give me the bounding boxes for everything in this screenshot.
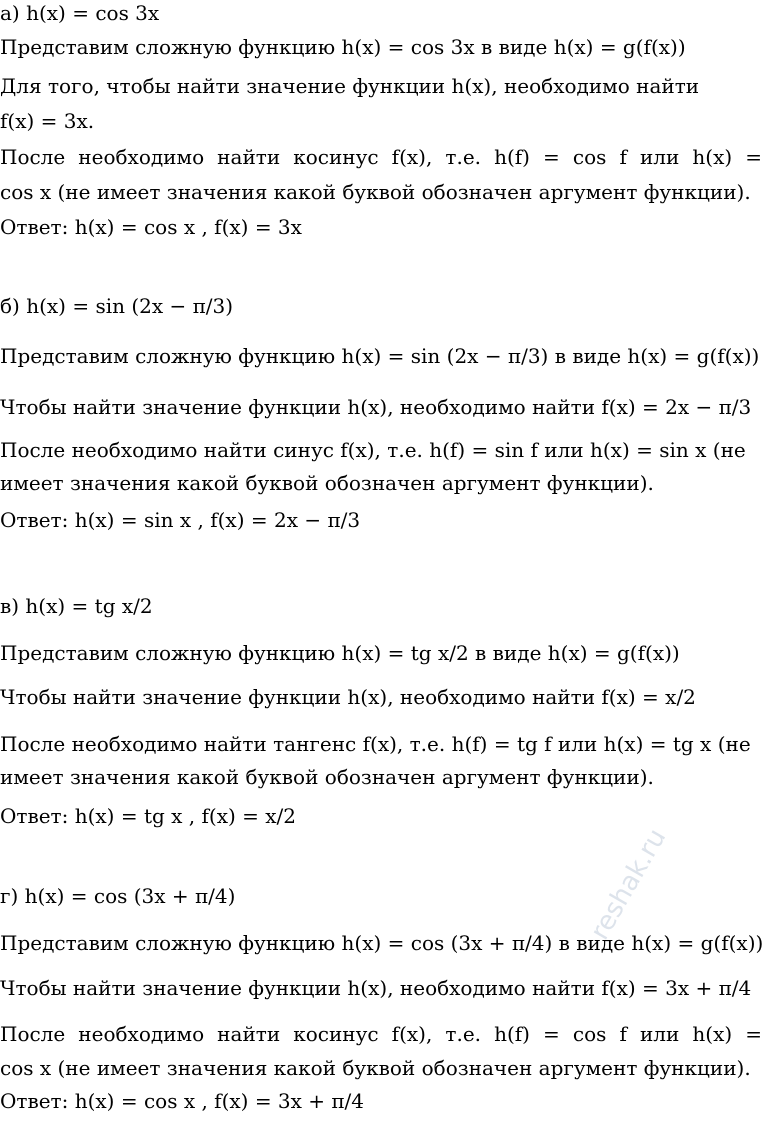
part-v-heading: в) h(x) = tg x/2 [0, 594, 153, 618]
part-g-line-2: Чтобы найти значение функции h(x), необходимо найти f(x) = 3x + π/4 [0, 976, 752, 1000]
part-a-line-2: Для того, чтобы найти значение функции h(x), необходимо найти [0, 74, 700, 98]
part-v-line-2: Чтобы найти значение функции h(x), необходимо найти f(x) = x/2 [0, 685, 696, 709]
part-b-line-1: Представим сложную функцию h(x) = sin (2x − π/3) в виде h(x) = g(f(x)) [0, 344, 760, 368]
part-b-line-3: После необходимо найти синус f(x), т.е. h(f) = sin f или h(x) = sin x (не [0, 438, 746, 462]
part-a-line-5: cos x (не имеет значения какой буквой обозначен аргумент функции). [0, 180, 751, 204]
part-g-answer: Ответ: h(x) = cos x , f(x) = 3x + π/4 [0, 1089, 365, 1113]
part-b-answer: Ответ: h(x) = sin x , f(x) = 2x − π/3 [0, 508, 361, 532]
part-a-answer: Ответ: h(x) = cos x , f(x) = 3x [0, 215, 302, 239]
part-g-line-1: Представим сложную функцию h(x) = cos (3x + π/4) в виде h(x) = g(f(x)) [0, 931, 764, 955]
part-a-line-1: Представим сложную функцию h(x) = cos 3x в виде h(x) = g(f(x)) [0, 35, 686, 59]
part-g-line-4: cos x (не имеет значения какой буквой обозначен аргумент функции). [0, 1056, 751, 1080]
part-b-heading: б) h(x) = sin (2x − π/3) [0, 294, 234, 318]
part-a-heading: а) h(x) = cos 3x [0, 1, 160, 25]
part-v-answer: Ответ: h(x) = tg x , f(x) = x/2 [0, 804, 297, 828]
part-a-line-4: После необходимо найти косинус f(x), т.е. h(f) = cos f или h(x) = [0, 145, 762, 169]
watermark-logo: reshak.ru [585, 823, 673, 945]
part-b-line-4: имеет значения какой буквой обозначен аргумент функции). [0, 471, 654, 495]
part-v-line-1: Представим сложную функцию h(x) = tg x/2 в виде h(x) = g(f(x)) [0, 641, 680, 665]
part-g-heading: г) h(x) = cos (3x + π/4) [0, 884, 236, 908]
part-v-line-4: имеет значения какой буквой обозначен аргумент функции). [0, 765, 654, 789]
part-g-line-3: После необходимо найти косинус f(x), т.е. h(f) = cos f или h(x) = [0, 1022, 762, 1046]
part-v-line-3: После необходимо найти тангенс f(x), т.е. h(f) = tg f или h(x) = tg x (не [0, 732, 751, 756]
part-a-line-3: f(x) = 3x. [0, 109, 95, 133]
part-b-line-2: Чтобы найти значение функции h(x), необходимо найти f(x) = 2x − π/3 [0, 395, 752, 419]
